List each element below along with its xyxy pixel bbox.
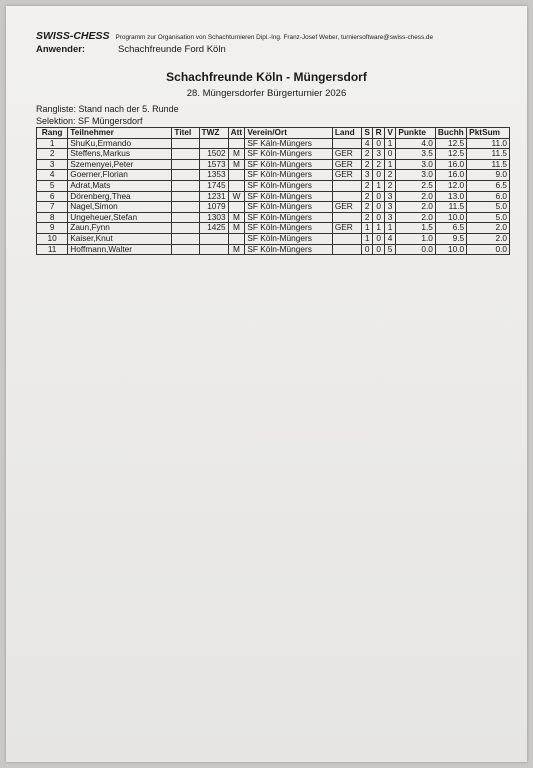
attribute-cell: W — [228, 191, 245, 202]
attribute-cell: M — [228, 159, 245, 170]
col-header-twz: TWZ — [199, 128, 228, 139]
club-cell: SF Köln-Müngers — [245, 159, 333, 170]
points-sum-cell: 5.0 — [467, 212, 510, 223]
rank-cell: 3 — [37, 159, 68, 170]
title-cell — [172, 233, 199, 244]
points-sum-cell: 11.0 — [467, 138, 510, 149]
table-row — [37, 244, 510, 255]
buchholz-cell: 12.5 — [435, 149, 466, 160]
title-cell — [172, 223, 199, 234]
club-cell: SF Köln-Müngers — [245, 180, 333, 191]
losses-cell: 2 — [384, 170, 395, 181]
title-cell — [172, 159, 199, 170]
country-cell — [332, 233, 361, 244]
col-header-land: Land — [332, 128, 361, 139]
country-cell — [332, 212, 361, 223]
country-cell: GER — [332, 223, 361, 234]
rank-cell: 11 — [37, 244, 68, 255]
col-header-punkte: Punkte — [396, 128, 436, 139]
buchholz-cell: 9.5 — [435, 233, 466, 244]
rating-cell: 1079 — [199, 202, 228, 213]
buchholz-cell: 12.5 — [435, 138, 466, 149]
losses-cell: 1 — [384, 138, 395, 149]
draws-cell: 0 — [373, 244, 384, 255]
points-cell: 2.0 — [396, 191, 436, 202]
table-row — [37, 223, 510, 234]
table-row — [37, 138, 510, 149]
draws-cell: 0 — [373, 212, 384, 223]
buchholz-cell: 11.5 — [435, 202, 466, 213]
rating-cell: 1745 — [199, 180, 228, 191]
buchholz-cell: 6.5 — [435, 223, 466, 234]
rank-cell: 2 — [37, 149, 68, 160]
player-name-cell: Adrat,Mats — [68, 180, 172, 191]
points-sum-cell: 6.0 — [467, 191, 510, 202]
points-sum-cell: 0.0 — [467, 244, 510, 255]
title-cell — [172, 138, 199, 149]
table-row — [37, 191, 510, 202]
table-row — [37, 202, 510, 213]
club-cell: SF Köln-Müngers — [245, 149, 333, 160]
losses-cell: 3 — [384, 191, 395, 202]
rank-cell: 4 — [37, 170, 68, 181]
country-cell: GER — [332, 170, 361, 181]
table-header-row — [37, 128, 510, 139]
player-name-cell: ShuKu,Ermando — [68, 138, 172, 149]
points-cell: 3.0 — [396, 170, 436, 181]
club-cell: SF Köln-Müngers — [245, 233, 333, 244]
rank-cell: 10 — [37, 233, 68, 244]
buchholz-cell: 10.0 — [435, 212, 466, 223]
losses-cell: 1 — [384, 223, 395, 234]
table-row — [37, 180, 510, 191]
country-cell: GER — [332, 149, 361, 160]
attribute-cell: M — [228, 212, 245, 223]
user-value: Schachfreunde Ford Köln — [118, 44, 226, 55]
draws-cell: 1 — [373, 223, 384, 234]
losses-cell: 3 — [384, 212, 395, 223]
player-name-cell: Dörenberg,Thea — [68, 191, 172, 202]
col-header-rang: Rang — [37, 128, 68, 139]
club-cell: SF Köln-Müngers — [245, 212, 333, 223]
points-cell: 1.5 — [396, 223, 436, 234]
wins-cell: 2 — [361, 159, 372, 170]
rating-cell: 1303 — [199, 212, 228, 223]
user-label: Anwender: — [36, 44, 86, 55]
player-name-cell: Kaiser,Knut — [68, 233, 172, 244]
club-cell: SF Köln-Müngers — [245, 223, 333, 234]
country-cell: GER — [332, 202, 361, 213]
points-sum-cell: 5.0 — [467, 202, 510, 213]
title-cell — [172, 180, 199, 191]
col-header-s: S — [361, 128, 372, 139]
buchholz-cell: 16.0 — [435, 159, 466, 170]
country-cell — [332, 180, 361, 191]
player-name-cell: Szemenyei,Peter — [68, 159, 172, 170]
losses-cell: 5 — [384, 244, 395, 255]
rating-cell: 1231 — [199, 191, 228, 202]
rank-cell: 8 — [37, 212, 68, 223]
draws-cell: 0 — [373, 170, 384, 181]
col-header-teilnehmer: Teilnehmer — [68, 128, 172, 139]
club-cell: SF Köln-Müngers — [245, 170, 333, 181]
points-sum-cell: 2.0 — [467, 223, 510, 234]
attribute-cell — [228, 233, 245, 244]
points-sum-cell: 11.5 — [467, 149, 510, 160]
buchholz-cell: 16.0 — [435, 170, 466, 181]
standings-table — [36, 127, 510, 255]
col-header-v: V — [384, 128, 395, 139]
rating-cell — [199, 244, 228, 255]
col-header-r: R — [373, 128, 384, 139]
losses-cell: 1 — [384, 159, 395, 170]
wins-cell: 1 — [361, 233, 372, 244]
losses-cell: 2 — [384, 180, 395, 191]
wins-cell: 1 — [361, 223, 372, 234]
points-cell: 4.0 — [396, 138, 436, 149]
table-row — [37, 149, 510, 160]
points-cell: 2.0 — [396, 212, 436, 223]
col-header-titel: Titel — [172, 128, 199, 139]
rating-cell: 1502 — [199, 149, 228, 160]
player-name-cell: Hoffmann,Walter — [68, 244, 172, 255]
ranking-status: Rangliste: Stand nach der 5. Runde — [36, 104, 179, 114]
player-name-cell: Steffens,Markus — [68, 149, 172, 160]
player-name-cell: Zaun,Fynn — [68, 223, 172, 234]
points-cell: 3.5 — [396, 149, 436, 160]
club-cell: SF Köln-Müngers — [245, 191, 333, 202]
draws-cell: 2 — [373, 159, 384, 170]
rating-cell: 1425 — [199, 223, 228, 234]
title-cell — [172, 149, 199, 160]
wins-cell: 2 — [361, 149, 372, 160]
brand-name: SWISS-CHESS — [36, 30, 110, 42]
rank-cell: 1 — [37, 138, 68, 149]
attribute-cell: M — [228, 244, 245, 255]
club-cell: SF Käln-Müngers — [245, 138, 333, 149]
document-title: Schachfreunde Köln - Müngersdorf — [166, 70, 367, 84]
country-cell: GER — [332, 159, 361, 170]
player-name-cell: Goerner,Florian — [68, 170, 172, 181]
wins-cell: 4 — [361, 138, 372, 149]
wins-cell: 3 — [361, 170, 372, 181]
attribute-cell — [228, 138, 245, 149]
draws-cell: 0 — [373, 233, 384, 244]
table-row — [37, 233, 510, 244]
wins-cell: 2 — [361, 212, 372, 223]
player-name-cell: Ungeheuer,Stefan — [68, 212, 172, 223]
rank-cell: 9 — [37, 223, 68, 234]
country-cell — [332, 138, 361, 149]
rating-cell: 1353 — [199, 170, 228, 181]
club-cell: SF Köln-Müngers — [245, 202, 333, 213]
col-header-att: Att — [228, 128, 245, 139]
losses-cell: 0 — [384, 149, 395, 160]
buchholz-cell: 10.0 — [435, 244, 466, 255]
document-page — [6, 6, 527, 762]
points-cell: 3.0 — [396, 159, 436, 170]
title-cell — [172, 170, 199, 181]
title-cell — [172, 191, 199, 202]
wins-cell: 2 — [361, 202, 372, 213]
attribute-cell — [228, 170, 245, 181]
attribute-cell — [228, 202, 245, 213]
col-header-verein: Verein/Ort — [245, 128, 333, 139]
draws-cell: 3 — [373, 149, 384, 160]
points-cell: 2.0 — [396, 202, 436, 213]
rank-cell: 5 — [37, 180, 68, 191]
attribute-cell: M — [228, 149, 245, 160]
rating-cell — [199, 138, 228, 149]
attribute-cell: M — [228, 223, 245, 234]
table-row — [37, 170, 510, 181]
points-sum-cell: 2.0 — [467, 233, 510, 244]
title-cell — [172, 202, 199, 213]
buchholz-cell: 13.0 — [435, 191, 466, 202]
selection-info: Selektion: SF Müngersdorf — [36, 116, 143, 126]
draws-cell: 0 — [373, 138, 384, 149]
wins-cell: 0 — [361, 244, 372, 255]
club-cell: SF Köln-Müngers — [245, 244, 333, 255]
table-row — [37, 159, 510, 170]
title-cell — [172, 212, 199, 223]
brand-tagline: Programm zur Organisation von Schachturnieren Dipl.-Ing. Franz-Josef Weber, turniersoftware@swiss-chess.de — [115, 34, 434, 41]
losses-cell: 4 — [384, 233, 395, 244]
country-cell — [332, 191, 361, 202]
table-row — [37, 212, 510, 223]
document-header — [36, 30, 506, 55]
col-header-pktsum: PktSum — [467, 128, 510, 139]
rating-cell: 1573 — [199, 159, 228, 170]
title-cell — [172, 244, 199, 255]
rating-cell — [199, 233, 228, 244]
points-sum-cell: 6.5 — [467, 180, 510, 191]
attribute-cell — [228, 180, 245, 191]
draws-cell: 0 — [373, 202, 384, 213]
draws-cell: 1 — [373, 180, 384, 191]
points-cell: 1.0 — [396, 233, 436, 244]
player-name-cell: Nagel,Simon — [68, 202, 172, 213]
rank-cell: 7 — [37, 202, 68, 213]
losses-cell: 3 — [384, 202, 395, 213]
col-header-buchh: Buchh — [435, 128, 466, 139]
draws-cell: 0 — [373, 191, 384, 202]
wins-cell: 2 — [361, 191, 372, 202]
points-cell: 0.0 — [396, 244, 436, 255]
country-cell — [332, 244, 361, 255]
rank-cell: 6 — [37, 191, 68, 202]
buchholz-cell: 12.0 — [435, 180, 466, 191]
points-cell: 2.5 — [396, 180, 436, 191]
wins-cell: 2 — [361, 180, 372, 191]
points-sum-cell: 9.0 — [467, 170, 510, 181]
document-subtitle: 28. Müngersdorfer Bürgerturnier 2026 — [186, 88, 347, 99]
points-sum-cell: 11.5 — [467, 159, 510, 170]
